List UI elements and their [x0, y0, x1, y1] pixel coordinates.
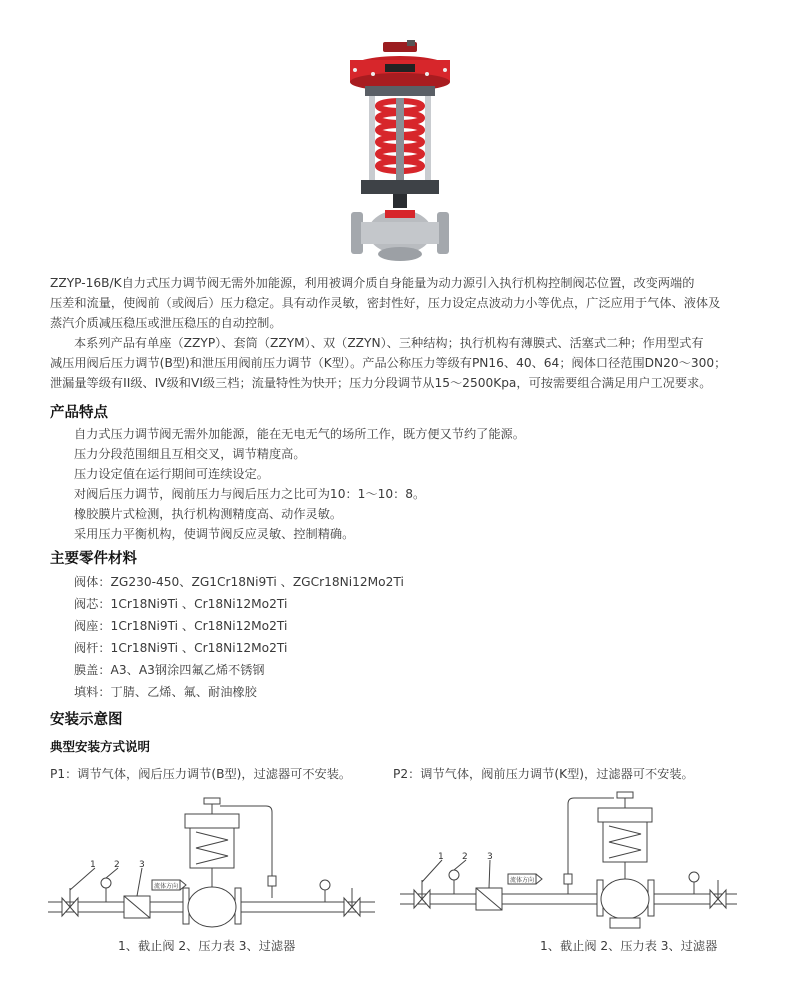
label-3: 3	[487, 852, 493, 862]
list-item: 阀座：1Cr18Ni9Ti 、Cr18Ni12Mo2Ti	[74, 619, 288, 633]
list-item: 自力式压力调节阀无需外加能源，能在无电无气的场所工作，既方便又节约了能源。	[74, 427, 525, 441]
list-item: 压力分段范围细且互相交叉，调节精度高。	[74, 447, 306, 461]
p1-legend: 1、截止阀 2、压力表 3、过滤器	[118, 939, 296, 953]
list-item: 对阀后压力调节，阀前压力与阀后压力之比可为10：1～10：8。	[74, 487, 426, 501]
intro-line: 减压用阀后压力调节(B型)和泄压用阀前压力调节（K型）。产品公称压力等级有PN16、40、64；阀体口径范围DN20～300；	[50, 356, 727, 370]
features-list	[74, 424, 525, 544]
list-item: 膜盖：A3、A3钢涂四氟乙烯不锈钢	[74, 663, 265, 677]
label-2: 2	[114, 860, 120, 870]
p2-legend: 1、截止阀 2、压力表 3、过滤器	[540, 939, 718, 953]
p2-installation-diagram	[392, 790, 747, 940]
label-2: 2	[462, 852, 468, 862]
materials-list	[74, 571, 404, 703]
list-item: 压力设定值在运行期间可连续设定。	[74, 467, 269, 481]
p2-caption: P2：调节气体，阀前压力调节(K型)，过滤器可不安装。	[393, 767, 694, 781]
list-item: 填料：丁腈、乙烯、氟、耐油橡胶	[74, 685, 257, 699]
list-item: 采用压力平衡机构，使调节阀反应灵敏、控制精确。	[74, 527, 355, 541]
label-1: 1	[438, 852, 444, 862]
list-item: 阀芯：1Cr18Ni9Ti 、Cr18Ni12Mo2Ti	[74, 597, 288, 611]
flow-direction-label: 流体方向	[154, 883, 179, 890]
p1-caption: P1：调节气体，阀后压力调节(B型)，过滤器可不安装。	[50, 767, 352, 781]
p1-installation-diagram	[40, 790, 385, 940]
intro-line: 泄漏量等级有II级、IV级和VI级三档；流量特性为快开；压力分段调节从15～2500Kpa，可按需要组合满足用户工况要求。	[50, 376, 712, 390]
intro-line: 蒸汽介质减压稳压或泄压稳压的自动控制。	[50, 316, 282, 330]
intro-line: 本系列产品有单座（ZZYP）、套筒（ZZYM）、双（ZZYN）、三种结构；执行机构有薄膜式、活塞式二种；作用型式有	[74, 336, 704, 350]
install-subtitle: 典型安装方式说明	[50, 739, 151, 754]
intro-paragraph	[50, 273, 760, 393]
list-item: 阀杆：1Cr18Ni9Ti 、Cr18Ni12Mo2Ti	[74, 641, 288, 655]
list-item: 橡胶膜片式检测，执行机构测精度高、动作灵敏。	[74, 507, 343, 521]
install-heading: 安装示意图	[50, 712, 123, 728]
materials-heading: 主要零件材料	[50, 551, 137, 567]
label-3: 3	[139, 860, 145, 870]
intro-line: ZZYP-16B/K自力式压力调节阀无需外加能源，利用被调介质自身能量为动力源引入执行机构控制阀芯位置，改变两端的	[50, 276, 695, 290]
product-image	[345, 40, 455, 265]
features-heading: 产品特点	[50, 405, 108, 421]
flow-direction-label: 流体方向	[510, 877, 535, 884]
label-1: 1	[90, 860, 96, 870]
intro-line: 压差和流量，使阀前（或阀后）压力稳定。具有动作灵敏，密封性好，压力设定点波动力小等优点，广泛应用于气体、液体及	[50, 296, 721, 310]
list-item: 阀体：ZG230-450、ZG1Cr18Ni9Ti 、ZGCr18Ni12Mo2Ti	[74, 575, 404, 589]
